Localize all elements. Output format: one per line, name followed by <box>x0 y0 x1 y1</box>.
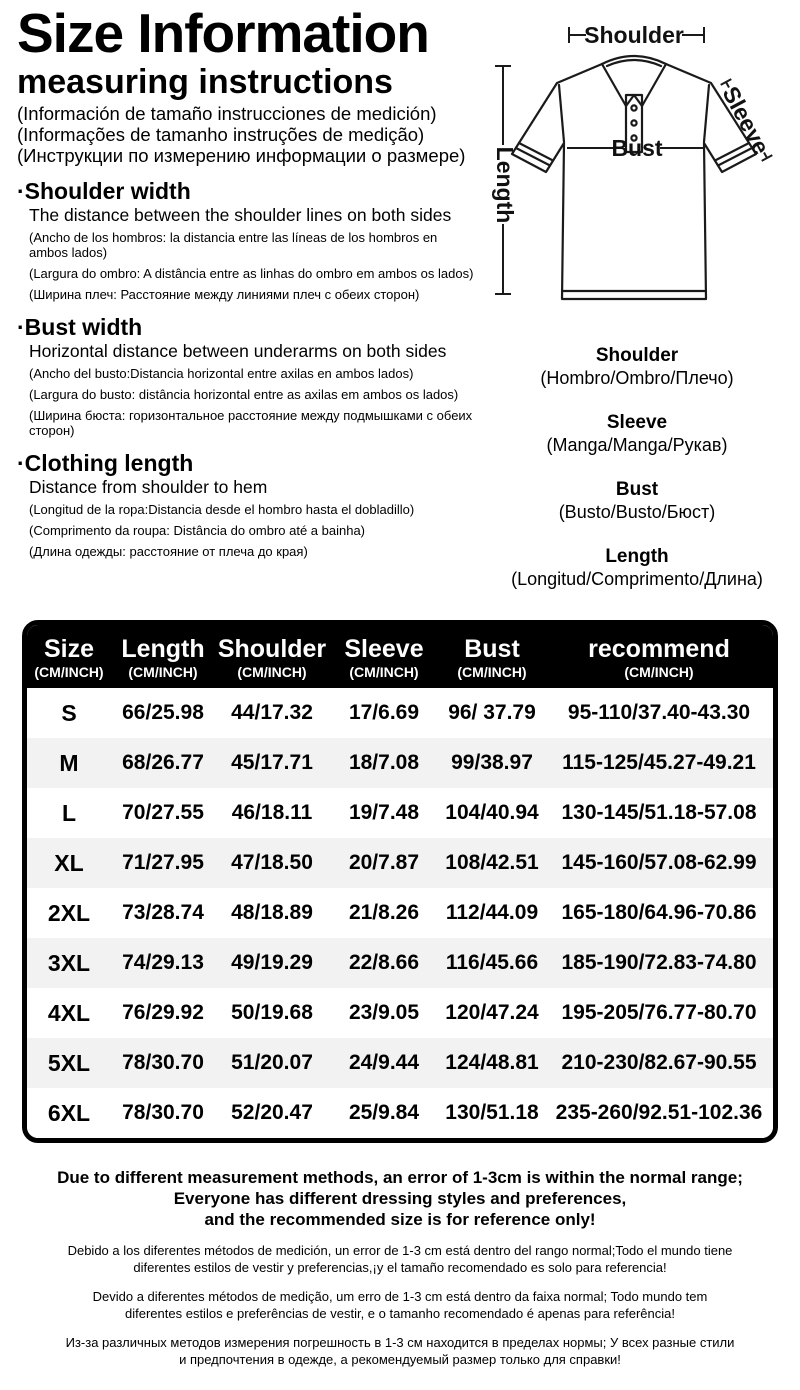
length-cell: 70/27.55 <box>122 801 204 824</box>
column-label: Bust <box>464 635 520 663</box>
shoulder-cell: 50/19.68 <box>231 1001 313 1024</box>
recommend-cell: 130-145/51.18-57.08 <box>561 801 757 824</box>
shoulder-cell: 49/19.29 <box>231 951 313 974</box>
legend-translation: (Manga/Manga/Рукав) <box>546 435 728 455</box>
bust-cell: 116/45.66 <box>445 951 539 974</box>
shoulder-cell: 45/17.71 <box>231 751 313 774</box>
bust-diagram-label: Bust <box>611 135 663 161</box>
table-row-m <box>27 738 773 788</box>
disclaimer-line: diferentes estilos e preferências de vestir, e o tamanho recomendado é apenas para referência! <box>125 1305 675 1321</box>
column-header-shoulder <box>215 625 329 688</box>
column-unit-label: (CM/INCH) <box>34 664 104 680</box>
measurement-legend <box>474 345 800 590</box>
shoulder-cell: 52/20.47 <box>231 1101 313 1124</box>
disclaimer-line: Devido a diferentes métodos de medição, um erro de 1-3 cm está dentro da faixa normal; Todo mundo tem <box>92 1289 708 1304</box>
column-label: Sleeve <box>344 635 424 663</box>
shirt-seam-right <box>704 85 709 142</box>
sleeve-cell: 25/9.84 <box>348 1101 420 1124</box>
sleeve-cell: 22/8.66 <box>348 951 420 974</box>
disclaimer-line: и предпочтения в одежде, а рекомендуемый размер только для справки! <box>179 1351 621 1367</box>
disclaimer-line: Everyone has different dressing styles and preferences, <box>173 1189 627 1208</box>
disclaimer-line: diferentes estilos de vestir y preferencias,¡y el tamaño recomendado es solo para referencia! <box>133 1259 667 1275</box>
table-row-5xl <box>27 1038 773 1088</box>
section-translation-portuguese: (Largura do ombro: A distância entre as linhas do ombro em ambos os lados) <box>29 266 474 281</box>
page-title: Size Information <box>17 2 429 64</box>
section-translation-spanish: (Longitud de la ropa:Distancia desde el hombro hasta el dobladillo) <box>29 502 415 517</box>
sleeve-cell: 21/8.26 <box>348 901 420 924</box>
shirt-body-outline <box>512 64 756 299</box>
bust-cell: 124/48.81 <box>445 1051 539 1074</box>
sleeve-cell: 20/7.87 <box>348 851 420 874</box>
disclaimer-line: Debido a los diferentes métodos de medición, un error de 1-3 cm está dentro del rango normal;Todo el mundo tiene <box>67 1243 733 1258</box>
length-cell: 71/27.95 <box>122 851 204 874</box>
bust-cell: 96/ 37.79 <box>448 701 536 724</box>
title-translation-russian: (Инструкции по измерению информации о размере) <box>17 145 466 166</box>
column-label: Shoulder <box>217 635 327 663</box>
legend-term: Bust <box>615 479 659 500</box>
recommend-cell: 145-160/57.08-62.99 <box>561 851 757 874</box>
section-translation-portuguese: (Largura do busto: distância horizontal entre as axilas em ambos os lados) <box>29 387 459 402</box>
legend-item-shoulder <box>474 345 800 389</box>
shoulder-cell: 46/18.11 <box>231 801 313 824</box>
size-cell: L <box>61 799 77 826</box>
length-cell: 66/25.98 <box>122 701 204 724</box>
length-cell: 74/29.13 <box>122 951 204 974</box>
title-translation-spanish: (Información de tamaño instrucciones de medición) <box>17 103 437 124</box>
bust-cell: 108/42.51 <box>445 851 539 874</box>
length-cell: 76/29.92 <box>122 1001 204 1024</box>
section-translation-russian: (Длина одежды: расстояние от плеча до края) <box>29 544 308 559</box>
recommend-cell: 95-110/37.40-43.30 <box>567 701 751 724</box>
size-table-body <box>27 688 773 1138</box>
column-label: Length <box>121 635 205 663</box>
table-row-6xl <box>27 1088 773 1138</box>
length-cell: 73/28.74 <box>122 901 204 924</box>
polo-shirt-diagram <box>474 2 794 338</box>
legend-translation: (Longitud/Comprimento/Длина) <box>511 569 763 589</box>
bust-cell: 120/47.24 <box>445 1001 539 1024</box>
column-unit-label: (CM/INCH) <box>128 664 198 680</box>
sleeve-cell: 19/7.48 <box>348 801 420 824</box>
table-row-3xl <box>27 938 773 988</box>
recommend-cell: 185-190/72.83-74.80 <box>561 951 757 974</box>
bust-cell: 112/44.09 <box>445 901 539 924</box>
section-translation-spanish: (Ancho del busto:Distancia horizontal entre axilas en ambos lados) <box>29 366 414 381</box>
size-table-container <box>22 620 778 1143</box>
size-table <box>27 625 773 1138</box>
sleeve-diagram-label: Sleeve <box>717 81 775 159</box>
column-label: recommend <box>588 635 730 663</box>
column-header-size <box>27 625 111 688</box>
section-shoulder-width <box>17 179 474 302</box>
table-row-4xl <box>27 988 773 1038</box>
section-title: ·Shoulder width <box>17 178 191 204</box>
sleeve-cell: 24/9.44 <box>348 1051 420 1074</box>
table-row-l <box>27 788 773 838</box>
disclaimer-line: Due to different measurement methods, an error of 1-3cm is within the normal range; <box>57 1168 743 1187</box>
recommend-cell: 210-230/82.67-90.55 <box>561 1051 757 1074</box>
recommend-cell: 165-180/64.96-70.86 <box>561 901 757 924</box>
size-cell: S <box>61 699 77 726</box>
disclaimer-russian <box>0 1335 800 1368</box>
size-cell: 4XL <box>47 999 91 1026</box>
top-section <box>0 0 800 612</box>
footer-notes <box>0 1167 800 1368</box>
column-unit-label: (CM/INCH) <box>349 664 419 680</box>
column-unit-label: (CM/INCH) <box>237 664 307 680</box>
disclaimer-line: and the recommended size is for reference only! <box>204 1210 596 1229</box>
size-cell: XL <box>54 849 84 876</box>
column-header-sleeve <box>329 625 439 688</box>
legend-term: Length <box>605 546 669 567</box>
sleeve-cell: 17/6.69 <box>348 701 420 724</box>
table-row-xl <box>27 838 773 888</box>
section-title: ·Clothing length <box>17 450 194 476</box>
bust-cell: 104/40.94 <box>445 801 539 824</box>
shoulder-cell: 51/20.07 <box>231 1051 313 1074</box>
shirt-seam-left <box>559 85 564 142</box>
shoulder-cell: 47/18.50 <box>231 851 313 874</box>
disclaimer-portuguese <box>0 1289 800 1322</box>
diagram-column <box>474 0 800 612</box>
bust-cell: 130/51.18 <box>445 1101 539 1124</box>
recommend-cell: 195-205/76.77-80.70 <box>561 1001 757 1024</box>
legend-item-length <box>474 546 800 590</box>
section-description: Distance from shoulder to hem <box>29 477 268 497</box>
legend-item-sleeve <box>474 412 800 456</box>
legend-translation: (Hombro/Ombro/Плечо) <box>540 368 734 388</box>
table-row-s <box>27 688 773 738</box>
column-header-recommend <box>545 625 773 688</box>
length-cell: 68/26.77 <box>122 751 204 774</box>
length-cell: 78/30.70 <box>122 1051 204 1074</box>
size-table-header <box>27 625 773 688</box>
sleeve-cell: 18/7.08 <box>348 751 420 774</box>
page-subtitle: measuring instructions <box>17 63 393 101</box>
section-clothing-length <box>17 451 474 559</box>
disclaimer-spanish <box>0 1243 800 1276</box>
section-title: ·Bust width <box>17 314 143 340</box>
table-row-2xl <box>27 888 773 938</box>
size-cell: 5XL <box>47 1049 91 1076</box>
legend-term: Shoulder <box>595 345 679 366</box>
section-translation-portuguese: (Comprimento da roupa: Distância do ombro até a bainha) <box>29 523 366 538</box>
section-description: Horizontal distance between underarms on both sides <box>29 341 447 361</box>
recommend-cell: 115-125/45.27-49.21 <box>562 751 756 774</box>
length-diagram-label: Length <box>492 146 518 224</box>
shoulder-diagram-label: Shoulder <box>584 22 684 48</box>
disclaimer-line: Из-за различных методов измерения погрешность в 1-3 см находится в пределах нормы; У всех разные стили <box>65 1335 735 1350</box>
bust-cell: 99/38.97 <box>451 751 533 774</box>
recommend-cell: 235-260/92.51-102.36 <box>555 1101 763 1124</box>
shirt-button-2 <box>631 120 636 125</box>
title-translation-portuguese: (Informações de tamanho instruções de medição) <box>17 124 425 145</box>
column-header-bust <box>439 625 545 688</box>
column-unit-label: (CM/INCH) <box>457 664 527 680</box>
size-cell: 6XL <box>47 1099 91 1126</box>
size-cell: 3XL <box>47 949 91 976</box>
shoulder-cell: 44/17.32 <box>231 701 313 724</box>
column-header-length <box>111 625 215 688</box>
shirt-collar-left-flap <box>602 64 634 106</box>
disclaimer-english <box>0 1167 800 1230</box>
shirt-button-1 <box>631 105 636 110</box>
size-cell: M <box>59 749 79 776</box>
section-translation-russian: (Ширина бюста: горизонтальное расстояние между подмышками с обеих сторон) <box>29 408 473 438</box>
length-cell: 78/30.70 <box>122 1101 204 1124</box>
shirt-collar-right-flap <box>634 64 666 106</box>
legend-term: Sleeve <box>606 412 668 433</box>
section-description: The distance between the shoulder lines on both sides <box>29 205 452 225</box>
sleeve-cell: 23/9.05 <box>348 1001 420 1024</box>
shirt-collar-back-inner <box>607 60 661 66</box>
section-bust-width <box>17 315 474 438</box>
legend-translation: (Busto/Busto/Бюст) <box>558 502 716 522</box>
section-translation-russian: (Ширина плеч: Расстояние между линиями плеч с обеих сторон) <box>29 287 420 302</box>
instructions-column <box>0 0 474 612</box>
column-unit-label: (CM/INCH) <box>624 664 694 680</box>
section-translation-spanish: (Ancho de los hombros: la distancia entre las líneas de los hombros en ambos lados) <box>29 230 438 260</box>
column-label: Size <box>43 635 95 663</box>
legend-item-bust <box>474 479 800 523</box>
size-cell: 2XL <box>47 899 91 926</box>
shoulder-cell: 48/18.89 <box>231 901 313 924</box>
